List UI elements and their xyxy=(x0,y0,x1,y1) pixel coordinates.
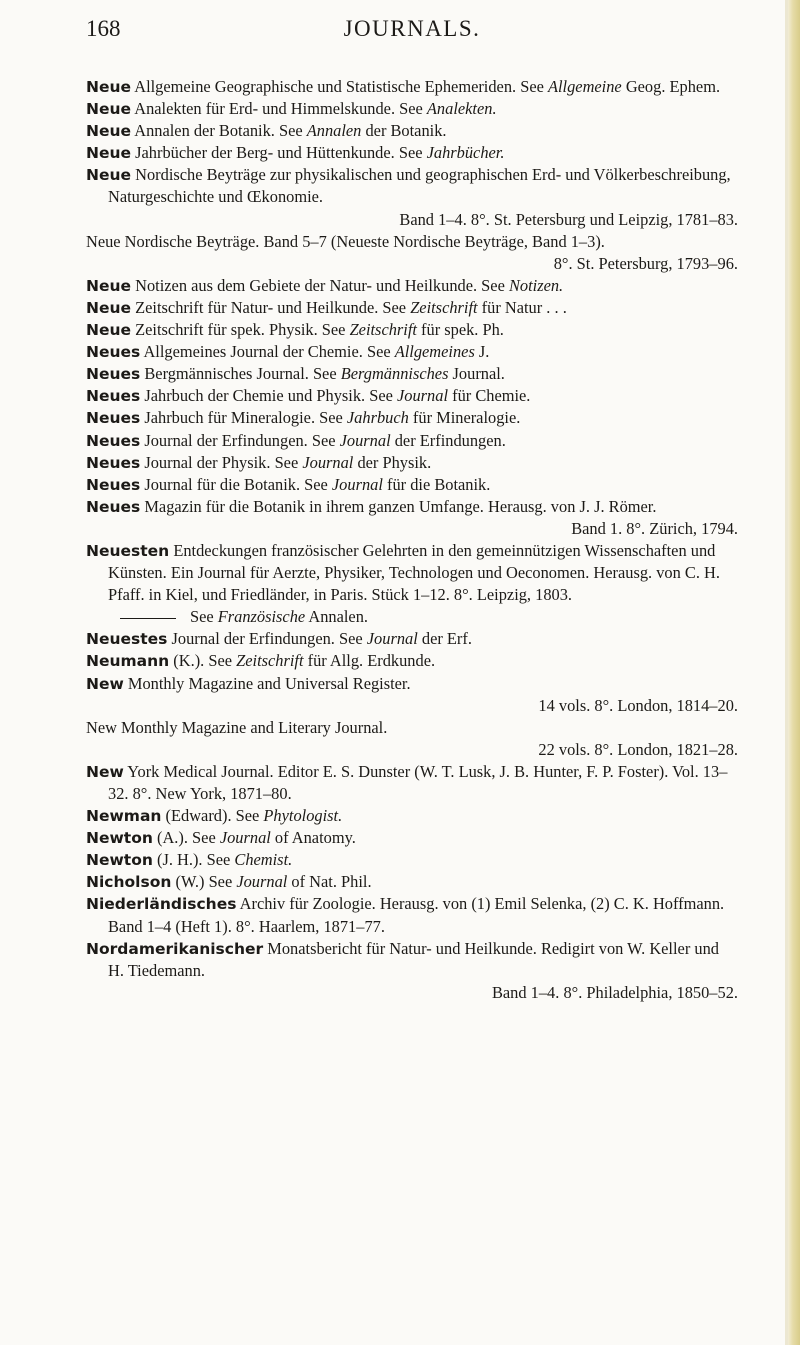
entry-headword: Newton xyxy=(86,851,153,870)
entry-see-ref: Analekten. xyxy=(426,99,497,119)
entry-see-tail: der Erf. xyxy=(417,629,472,649)
entry-see-tail: für Allg. Erdkunde. xyxy=(303,651,436,671)
page-edge xyxy=(788,0,800,1345)
entry-text: Journal der Erfindungen. See xyxy=(140,430,340,450)
list-item xyxy=(86,430,738,452)
entry-see-tail: für Mineralogie. xyxy=(408,408,521,428)
entry-headword: Neue xyxy=(86,78,132,96)
entry-see-ref: Französische xyxy=(217,607,306,627)
list-item xyxy=(86,761,738,805)
entry-text: (Edward). See xyxy=(161,806,264,826)
page-header xyxy=(86,16,738,48)
entry-text: Zeitschrift für spek. Physik. See xyxy=(131,320,350,340)
entry-text: Allgemeine Geographische und Statistische Ephemeriden. See xyxy=(131,77,548,96)
list-item xyxy=(86,871,738,893)
entry-publication: 14 vols. 8°. London, 1814–20. xyxy=(538,695,738,715)
entry-headword: Neues xyxy=(86,431,141,450)
entry-headword: Neue xyxy=(86,122,132,141)
entry-see-ref: Notizen. xyxy=(508,275,564,295)
entry-text: Annalen der Botanik. See xyxy=(131,121,307,141)
entry-text: See xyxy=(190,607,218,627)
entry-see-tail: der Erfindungen. xyxy=(390,430,506,450)
entry-headword: Neuesten xyxy=(86,541,170,560)
entry-text: Journal der Erfindungen. See xyxy=(167,629,367,649)
entry-headword: Neue xyxy=(86,321,132,340)
list-item xyxy=(86,849,738,871)
list-item xyxy=(86,407,738,429)
entry-see-ref: Journal xyxy=(331,474,383,494)
entry-headword: Neues xyxy=(86,387,141,406)
entry-text: Allgemeines Journal der Chemie. See xyxy=(140,342,395,362)
entry-see-ref: Bergmännisches xyxy=(340,364,449,384)
page-number: 168 xyxy=(86,16,121,41)
ditto-dash xyxy=(120,618,176,619)
entry-text: Monthly Magazine and Universal Register. xyxy=(123,673,411,693)
entry-see-tail: für spek. Ph. xyxy=(416,320,504,340)
entry-publication: 22 vols. 8°. London, 1821–28. xyxy=(538,739,738,759)
entry-see-ref: Journal xyxy=(302,452,354,472)
entry-headword: Neue xyxy=(86,166,132,185)
entry-see-tail: für Chemie. xyxy=(448,386,531,406)
list-item xyxy=(86,827,738,849)
entry-text: (W.) See xyxy=(171,872,237,892)
entry-see-tail: der Physik. xyxy=(353,452,432,472)
entry-text: Entdeckungen französischer Gelehrten in den gemeinnützigen Wissenschaften und Künsten. Ein Journal für Aerzte, Physiker, Technologen und Oeconomen. Herausg. von C. H. Pfaff. in Kiel, und Friedländer, in Paris. Stück 1–12. 8°. Leipzig, 1803. xyxy=(108,540,720,605)
entry-see-ref: Journal xyxy=(219,828,271,848)
list-item xyxy=(86,98,738,120)
entry-see-tail: Annalen. xyxy=(305,607,369,627)
entry-text: Analekten für Erd- und Himmelskunde. See xyxy=(131,99,427,119)
entry-text: Zeitschrift für Natur- und Heilkunde. See xyxy=(131,297,411,317)
entry-see-ref: Jahrbuch xyxy=(346,408,409,428)
entry-publication: Band 1–4. 8°. St. Petersburg und Leipzig, 1781–83. xyxy=(399,209,738,229)
entry-headword: Neumann xyxy=(86,652,170,671)
entry-publication: Band 1–4. 8°. Philadelphia, 1850–52. xyxy=(491,982,738,1002)
list-item xyxy=(86,628,738,650)
running-head: JOURNALS. xyxy=(343,16,481,41)
list-item xyxy=(86,805,738,827)
entry-headword: Neues xyxy=(86,453,141,472)
list-item xyxy=(86,164,738,230)
entry-text: (J. H.). See xyxy=(152,850,235,870)
entry-text: Jahrbücher der Berg- und Hüttenkunde. See xyxy=(131,143,427,163)
list-item xyxy=(86,297,738,319)
entry-see-ref: Phytologist. xyxy=(263,806,343,826)
entry-headword: New xyxy=(86,762,124,781)
entry-text: Journal für die Botanik. See xyxy=(140,474,332,494)
entry-headword: Newton xyxy=(86,829,153,848)
entry-see-ref: Zeitschrift xyxy=(236,651,304,671)
entry-headword: Neues xyxy=(86,409,141,428)
list-item xyxy=(86,540,738,606)
entry-text: Neue Nordische Beyträge. Band 5–7 (Neueste Nordische Beyträge, Band 1–3). xyxy=(86,231,605,251)
entry-see-ref: Zeitschrift xyxy=(410,297,478,317)
entry-headword: New xyxy=(86,674,124,693)
entry-text: Archiv für Zoologie. Herausg. von (1) Emil Selenka, (2) C. K. Hoffmann. Band 1–4 (Heft 1). 8°. Haarlem, 1871–77. xyxy=(108,894,725,936)
entry-text: Bergmännisches Journal. See xyxy=(140,364,341,384)
entry-text: Jahrbuch für Mineralogie. See xyxy=(140,408,347,428)
entry-see-ref: Allgemeine xyxy=(547,77,622,96)
entry-text: New Monthly Magazine and Literary Journal. xyxy=(86,717,388,737)
list-item xyxy=(86,231,738,275)
entry-see-ref: Annalen xyxy=(306,121,362,141)
entry-headword: Newman xyxy=(86,807,162,826)
list-item xyxy=(86,385,738,407)
list-item xyxy=(86,452,738,474)
list-item xyxy=(86,650,738,672)
list-item xyxy=(86,938,738,1004)
entry-text: Magazin für die Botanik in ihrem ganzen Umfange. Herausg. von J. J. Römer. xyxy=(140,496,657,516)
entry-see-ref: Journal xyxy=(236,872,288,892)
list-item xyxy=(86,76,738,98)
entry-see-ref: Journal xyxy=(339,430,391,450)
entry-text: (K.). See xyxy=(169,651,237,671)
entry-see-tail: Geog. Ephem. xyxy=(621,77,721,96)
entry-see-ref: Journal xyxy=(366,629,418,649)
entry-headword: Neues xyxy=(86,365,141,384)
list-item xyxy=(86,606,738,628)
list-item xyxy=(86,120,738,142)
list-item xyxy=(86,673,738,717)
entry-headword: Neue xyxy=(86,298,132,317)
list-item xyxy=(86,474,738,496)
entry-headword: Neuestes xyxy=(86,630,168,649)
entry-text: (A.). See xyxy=(152,828,220,848)
entry-publication: Band 1. 8°. Zürich, 1794. xyxy=(571,518,738,538)
entry-see-ref: Journal xyxy=(397,386,449,406)
entry-see-ref: Chemist. xyxy=(234,850,293,870)
journal-entries xyxy=(86,76,738,1004)
entry-text: Monatsbericht für Natur- und Heilkunde. Redigirt von W. Keller und H. Tiedemann. xyxy=(108,938,719,980)
entry-see-tail: Journal. xyxy=(448,364,505,384)
entry-text: Nordische Beyträge zur physikalischen und geographischen Erd- und Völkerbeschreibung, Naturgeschichte und Œkonomie. xyxy=(108,165,731,207)
list-item xyxy=(86,275,738,297)
entry-headword: Neue xyxy=(86,144,132,163)
entry-see-tail: of Anatomy. xyxy=(270,828,356,848)
entry-headword: Neues xyxy=(86,343,141,362)
entry-see-tail: der Botanik. xyxy=(361,121,447,141)
list-item xyxy=(86,893,738,937)
list-item xyxy=(86,496,738,540)
entry-text: Notizen aus dem Gebiete der Natur- und Heilkunde. See xyxy=(131,275,509,295)
entry-headword: Neue xyxy=(86,100,132,119)
list-item xyxy=(86,363,738,385)
entry-see-tail: für die Botanik. xyxy=(382,474,491,494)
entry-publication: 8°. St. Petersburg, 1793–96. xyxy=(553,253,738,273)
entry-headword: Nicholson xyxy=(86,873,172,892)
list-item xyxy=(86,142,738,164)
entry-see-ref: Jahrbücher. xyxy=(426,143,505,163)
list-item xyxy=(86,319,738,341)
entry-headword: Niederländisches xyxy=(86,895,237,914)
entry-see-ref: Zeitschrift xyxy=(349,320,417,340)
entry-headword: Neues xyxy=(86,475,141,494)
entry-see-tail: J. xyxy=(474,342,490,362)
list-item xyxy=(86,341,738,363)
entry-text: York Medical Journal. Editor E. S. Dunster (W. T. Lusk, J. B. Hunter, F. P. Foster). Vol. 13–32. 8°. New York, 1871–80. xyxy=(108,761,728,803)
entry-text: Journal der Physik. See xyxy=(140,452,303,472)
entry-see-tail: für Natur . . . xyxy=(477,297,567,317)
entry-headword: Neues xyxy=(86,497,141,516)
list-item xyxy=(86,717,738,761)
entry-text: Jahrbuch der Chemie und Physik. See xyxy=(140,386,398,406)
entry-see-tail: of Nat. Phil. xyxy=(287,872,372,892)
entry-see-ref: Allgemeines xyxy=(394,342,475,362)
entry-headword: Nordamerikanischer xyxy=(86,939,264,958)
entry-headword: Neue xyxy=(86,276,132,295)
